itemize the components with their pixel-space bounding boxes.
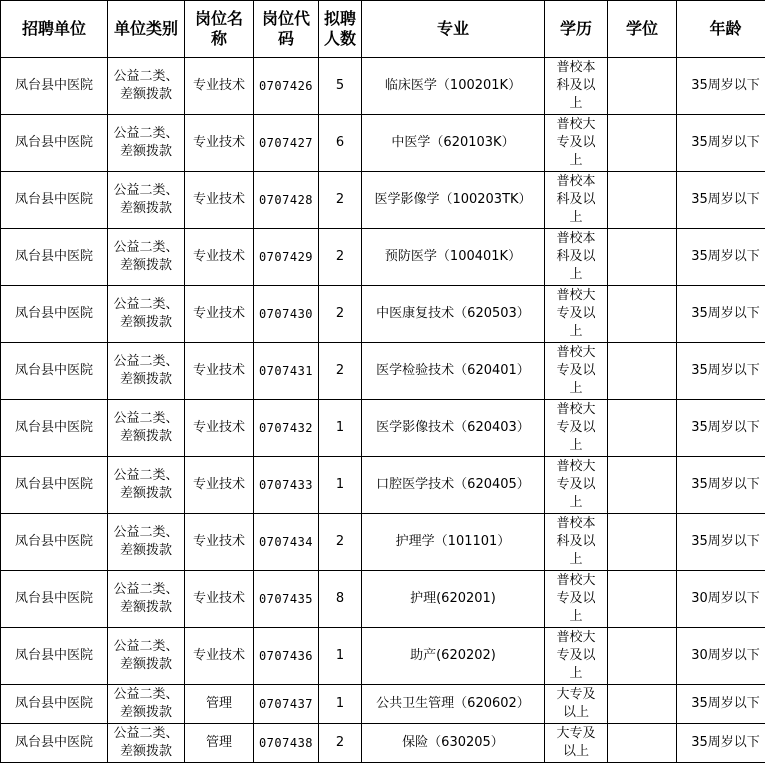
cell-category [108,514,185,571]
cell-unit-text: 凤台县中医院 [14,735,93,750]
cell-category-text: 公益二类、差额拨款 [113,240,179,273]
cell-major-text: 保险（630205） [402,735,504,750]
cell-age-text: 35周岁以下 [691,696,760,711]
cell-post-name-text: 专业技术 [192,648,245,663]
cell-education [545,724,608,763]
cell-post-code [254,571,319,628]
cell-degree [608,514,677,571]
cell-post-code [254,628,319,685]
cell-category [108,286,185,343]
cell-education-text: 普校大专及以上 [556,573,596,624]
cell-age [677,400,765,457]
cell-major-text: 医学影像学（100203TK） [374,192,532,207]
cell-education [545,457,608,514]
cell-age-text: 30周岁以下 [691,648,760,663]
cell-count [319,343,362,400]
cell-category [108,628,185,685]
table-row [1,514,765,571]
cell-post-name [185,343,254,400]
header-post-code [254,1,319,58]
cell-unit [1,685,108,724]
cell-category-text: 公益二类、差额拨款 [113,69,179,102]
cell-post-code [254,115,319,172]
cell-age-text: 35周岁以下 [691,534,760,549]
cell-category-text: 公益二类、差额拨款 [113,525,179,558]
cell-unit-text: 凤台县中医院 [14,696,93,711]
cell-post-code [254,514,319,571]
cell-count-text: 2 [335,363,345,378]
cell-age-text: 35周岁以下 [691,249,760,264]
cell-category [108,115,185,172]
cell-degree [608,571,677,628]
cell-education [545,286,608,343]
cell-post-name [185,229,254,286]
cell-category [108,229,185,286]
cell-category-text: 公益二类、差额拨款 [113,726,179,759]
cell-major [362,400,545,457]
cell-post-code-text: 0707432 [258,421,314,435]
cell-count-text: 1 [335,696,345,711]
cell-post-code [254,58,319,115]
cell-category [108,172,185,229]
table-row [1,58,765,115]
cell-post-code-text: 0707428 [258,193,314,207]
table-row [1,115,765,172]
cell-major-text: 中医学（620103K） [391,135,515,150]
header-post-name-text: 岗位名称 [194,9,243,48]
cell-post-name-text: 专业技术 [192,363,245,378]
cell-major [362,628,545,685]
cell-post-name-text: 管理 [205,735,232,750]
cell-post-name-text: 专业技术 [192,591,245,606]
header-category: 单位类别 [108,1,185,58]
cell-post-code [254,343,319,400]
cell-major-text: 医学检验技术（620401） [376,363,530,378]
cell-post-code [254,724,319,763]
cell-count [319,514,362,571]
cell-major [362,685,545,724]
cell-unit-text: 凤台县中医院 [14,534,93,549]
cell-age-text: 35周岁以下 [691,735,760,750]
cell-category-text: 公益二类、差额拨款 [113,126,179,159]
cell-post-code [254,286,319,343]
cell-age-text: 30周岁以下 [691,591,760,606]
cell-unit [1,58,108,115]
cell-education [545,628,608,685]
table-row [1,685,765,724]
cell-post-name [185,724,254,763]
cell-age [677,343,765,400]
cell-age [677,628,765,685]
cell-post-name [185,400,254,457]
cell-degree [608,229,677,286]
cell-post-code-text: 0707430 [258,307,314,321]
cell-post-code [254,172,319,229]
header-post-name [185,1,254,58]
cell-count-text: 5 [335,78,345,93]
cell-unit [1,400,108,457]
cell-post-name [185,628,254,685]
cell-major-text: 临床医学（100201K） [384,78,522,93]
cell-major [362,229,545,286]
cell-post-code-text: 0707437 [258,697,314,711]
header-age: 年龄 [677,1,765,58]
cell-post-code-text: 0707438 [258,736,314,750]
header-unit: 招聘单位 [1,1,108,58]
cell-count-text: 2 [335,192,345,207]
cell-education-text: 普校大专及以上 [556,402,596,453]
cell-major [362,172,545,229]
cell-category [108,724,185,763]
cell-category [108,400,185,457]
cell-category-text: 公益二类、差额拨款 [113,297,179,330]
header-count [319,1,362,58]
table-row [1,724,765,763]
cell-major-text: 助产(620202) [410,648,496,663]
cell-age-text: 35周岁以下 [691,477,760,492]
cell-degree [608,115,677,172]
cell-education [545,400,608,457]
cell-category-text: 公益二类、差额拨款 [113,183,179,216]
cell-degree [608,343,677,400]
cell-major-text: 护理(620201) [410,591,496,606]
cell-education-text: 普校大专及以上 [556,117,596,168]
cell-education-text: 普校本科及以上 [556,60,596,111]
cell-count-text: 2 [335,306,345,321]
cell-unit [1,286,108,343]
table-row [1,343,765,400]
cell-post-name [185,514,254,571]
header-major: 专业 [362,1,545,58]
cell-count-text: 8 [335,591,345,606]
cell-count [319,571,362,628]
cell-unit-text: 凤台县中医院 [14,591,93,606]
cell-post-name-text: 专业技术 [192,534,245,549]
cell-major-text: 口腔医学技术（620405） [376,477,530,492]
cell-count [319,628,362,685]
cell-major-text: 预防医学（100401K） [384,249,522,264]
cell-education [545,229,608,286]
cell-category-text: 公益二类、差额拨款 [113,411,179,444]
cell-count-text: 6 [335,135,345,150]
cell-education-text: 普校本科及以上 [556,231,596,282]
cell-degree [608,400,677,457]
header-education: 学历 [545,1,608,58]
cell-post-name [185,172,254,229]
cell-education-text: 普校大专及以上 [556,345,596,396]
cell-age-text: 35周岁以下 [691,420,760,435]
cell-degree [608,685,677,724]
cell-education-text: 普校大专及以上 [556,288,596,339]
cell-age-text: 35周岁以下 [691,306,760,321]
cell-age-text: 35周岁以下 [691,135,760,150]
table-row [1,571,765,628]
cell-post-code-text: 0707426 [258,79,314,93]
cell-education [545,514,608,571]
cell-category [108,571,185,628]
cell-major [362,58,545,115]
cell-count-text: 1 [335,648,345,663]
cell-major-text: 护理学（101101） [395,534,511,549]
cell-unit [1,115,108,172]
cell-unit [1,343,108,400]
cell-unit-text: 凤台县中医院 [14,477,93,492]
table-row [1,400,765,457]
cell-degree [608,172,677,229]
cell-education-text: 普校大专及以上 [556,630,596,681]
cell-count [319,400,362,457]
cell-education-text: 大专及以上 [556,687,596,720]
cell-age [677,457,765,514]
table-row [1,457,765,514]
cell-post-code [254,457,319,514]
table-row [1,286,765,343]
cell-post-name [185,685,254,724]
cell-education-text: 普校本科及以上 [556,174,596,225]
table-row [1,229,765,286]
cell-major [362,457,545,514]
cell-post-code-text: 0707435 [258,592,314,606]
cell-post-name-text: 专业技术 [192,249,245,264]
cell-unit-text: 凤台县中医院 [14,78,93,93]
cell-category [108,457,185,514]
cell-category-text: 公益二类、差额拨款 [113,639,179,672]
cell-count [319,286,362,343]
cell-education-text: 普校本科及以上 [556,516,596,567]
cell-post-name-text: 专业技术 [192,420,245,435]
cell-unit [1,724,108,763]
cell-education [545,58,608,115]
cell-degree [608,457,677,514]
header-post-code-text: 岗位代码 [261,9,310,48]
cell-age [677,514,765,571]
cell-count [319,724,362,763]
cell-education [545,115,608,172]
cell-major [362,343,545,400]
cell-unit [1,457,108,514]
cell-unit [1,514,108,571]
cell-count [319,115,362,172]
cell-count-text: 1 [335,420,345,435]
cell-age [677,172,765,229]
cell-post-name-text: 专业技术 [192,192,245,207]
cell-post-name-text: 管理 [205,696,232,711]
cell-post-name [185,571,254,628]
cell-unit [1,172,108,229]
cell-post-name [185,115,254,172]
cell-post-code [254,229,319,286]
cell-unit [1,571,108,628]
cell-post-code-text: 0707429 [258,250,314,264]
cell-post-code-text: 0707436 [258,649,314,663]
cell-unit-text: 凤台县中医院 [14,420,93,435]
cell-education [545,685,608,724]
cell-post-code-text: 0707433 [258,478,314,492]
cell-education [545,571,608,628]
cell-count [319,229,362,286]
cell-age [677,58,765,115]
cell-category-text: 公益二类、差额拨款 [113,468,179,501]
cell-education-text: 普校大专及以上 [556,459,596,510]
table-row [1,172,765,229]
cell-count-text: 2 [335,534,345,549]
cell-major [362,286,545,343]
cell-major [362,514,545,571]
cell-post-name-text: 专业技术 [192,306,245,321]
cell-major [362,724,545,763]
cell-post-code [254,400,319,457]
cell-unit-text: 凤台县中医院 [14,306,93,321]
cell-category [108,343,185,400]
header-row [1,1,765,58]
cell-major [362,115,545,172]
cell-age [677,115,765,172]
cell-category-text: 公益二类、差额拨款 [113,687,179,720]
cell-degree [608,58,677,115]
cell-count [319,685,362,724]
cell-post-code-text: 0707431 [258,364,314,378]
cell-age [677,286,765,343]
cell-count-text: 2 [335,735,345,750]
cell-major [362,571,545,628]
cell-unit [1,628,108,685]
cell-count-text: 2 [335,249,345,264]
cell-category [108,58,185,115]
cell-count-text: 1 [335,477,345,492]
cell-degree [608,628,677,685]
cell-major-text: 医学影像技术（620403） [376,420,530,435]
table-body [1,58,765,763]
cell-count [319,172,362,229]
cell-post-name-text: 专业技术 [192,78,245,93]
cell-post-code-text: 0707427 [258,136,314,150]
table-row [1,628,765,685]
cell-post-name [185,58,254,115]
cell-age-text: 35周岁以下 [691,363,760,378]
cell-major-text: 中医康复技术（620503） [376,306,530,321]
cell-unit-text: 凤台县中医院 [14,135,93,150]
cell-count [319,58,362,115]
cell-unit [1,229,108,286]
cell-category [108,685,185,724]
cell-post-name-text: 专业技术 [192,477,245,492]
cell-post-name [185,286,254,343]
cell-post-code-text: 0707434 [258,535,314,549]
cell-category-text: 公益二类、差额拨款 [113,582,179,615]
cell-count [319,457,362,514]
cell-unit-text: 凤台县中医院 [14,192,93,207]
cell-degree [608,286,677,343]
cell-post-name-text: 专业技术 [192,135,245,150]
cell-category-text: 公益二类、差额拨款 [113,354,179,387]
cell-major-text: 公共卫生管理（620602） [376,696,530,711]
cell-unit-text: 凤台县中医院 [14,363,93,378]
cell-degree [608,724,677,763]
header-degree: 学位 [608,1,677,58]
cell-age-text: 35周岁以下 [691,78,760,93]
cell-post-code [254,685,319,724]
cell-age [677,571,765,628]
cell-education [545,343,608,400]
cell-age-text: 35周岁以下 [691,192,760,207]
cell-unit-text: 凤台县中医院 [14,648,93,663]
header-count-text: 拟聘人数 [323,9,356,48]
cell-education [545,172,608,229]
cell-age [677,229,765,286]
cell-age [677,724,765,763]
cell-age [677,685,765,724]
cell-post-name [185,457,254,514]
cell-unit-text: 凤台县中医院 [14,249,93,264]
cell-education-text: 大专及以上 [556,726,596,759]
